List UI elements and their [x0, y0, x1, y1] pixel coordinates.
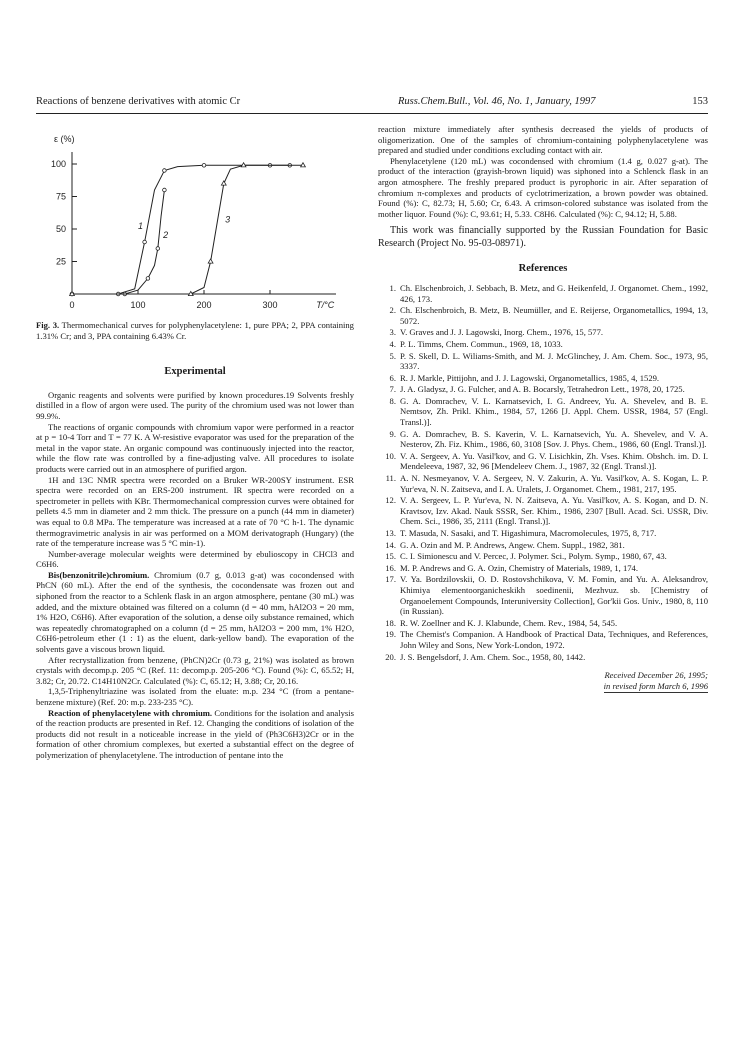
reference-item — [378, 563, 708, 574]
data-point-1 — [163, 169, 167, 173]
curve-label-3: 3 — [225, 214, 231, 225]
reference-text: J. S. Bengelsdorf, J. Am. Chem. Soc., 1958, 80, 1442. — [400, 651, 586, 662]
reference-list — [378, 283, 708, 662]
reference-item — [378, 327, 708, 338]
reference-number: 12. — [385, 495, 396, 506]
reference-number: 2. — [389, 305, 396, 316]
x-tick-label: 0 — [69, 300, 75, 310]
reference-item — [378, 451, 708, 472]
experimental-paragraph-5 — [36, 570, 354, 655]
reference-text: J. A. Gladysz, J. G. Fulcher, and A. B. Bocarsly, Tetrahedron Lett., 1978, 20, 1725. — [400, 384, 685, 395]
reference-number: 8. — [389, 395, 396, 406]
reference-text: V. A. Sergeev, A. Yu. Vasil'kov, and G. V. Lisichkin, Zh. Vses. Khim. Obshch. im. D. I. Mendeleeva, 1987, 32, 96 [Mendeleev Chem. J., 1987, 32 (Engl. Transl.)]. — [400, 450, 708, 472]
references-heading: References — [518, 263, 568, 275]
left-column — [36, 124, 354, 761]
reference-item — [378, 540, 708, 551]
reference-text: M. P. Andrews and G. A. Ozin, Chemistry of Materials, 1989, 1, 174. — [400, 562, 638, 573]
running-header — [36, 96, 708, 112]
data-point-3 — [301, 163, 306, 167]
reference-item — [378, 429, 708, 450]
reference-item — [378, 396, 708, 428]
paragraph-8-body: Conditions for the isolation and analysis of the reaction products are presented in Ref. 12. Changing the conditions of isolation of the products did not result in a noticeable increase in the yield of (Ph3C6H3)2Cr or in the formation of other chromium complexes, but exerted a substantial effect on the degree of polymerization of phenylacetylene. The introduction of pentane into the — [36, 707, 354, 760]
references-section — [378, 264, 708, 662]
page-number: 153 — [692, 96, 708, 107]
reference-text: Ch. Elschenbroich, B. Metz, B. Neumüller, and E. Reijerse, Organometallics, 1994, 13, 5072. — [400, 305, 708, 326]
right-paragraph-2: Phenylacetylene (120 mL) was cocondensed with chromium (1.4 g, 0.027 g-at). The product of the interaction (grayish-brown liquid) was siphoned into a Schlenck flask in an argon atmosphere. The freshly prepared product is pyrophoric in air. After separation of chromium π-complexes and products of cyclotrimerization, a brown powder was obtained. Found (%): C, 82.73; H, 5.60; Cr, 6.43. A crimson-colored substance was isolated from the mother liquor. Found (%): C, 93.61; H, 5.33. C8H6. Calculated (%): C, 94.12; H, 5.88. — [378, 155, 708, 219]
y-tick-label: 75 — [55, 191, 66, 202]
reference-item — [378, 629, 708, 650]
experimental-paragraph-7: 1,3,5-Triphenyltriazine was isolated from the eluate: m.p. 234 °C (from a pentane-benzene mixture) (Ref. 20: m.p. 233-235 °C). — [36, 686, 354, 707]
figure-caption-text: Thermomechanical curves for polyphenylacetylene: 1, pure PPA; 2, PPA containing 1.31% Cr; and 3, PPA containing 6.43% Cr. — [36, 320, 354, 341]
reference-text: G. A. Ozin and M. P. Andrews, Angew. Chem. Suppl., 1982, 381. — [400, 539, 625, 550]
reference-text: P. L. Timms, Chem. Commun., 1969, 18, 1033. — [400, 338, 563, 349]
experimental-paragraph-3: 1H and 13C NMR spectra were recorded on a Bruker WR-200SY instrument. ESR spectra were recorded on an ERS-200 instrument. IR spectra were recorded on a spectrometer in pellets with KBr. Thermomechanical compression curves were obtained for pellets 4.5 mm in diameter and 2 mm thick. The pressure on a punch (44 mm in diameter) was equal to 0.8 MPa. The temperature was increased at a rate of 70 °C h-1. The dynamic thermogravimetric analysis in air was performed on a MOM derivatograph (Hungary) (the rate of the temperature increase was 5 °C min-1). — [36, 474, 354, 549]
runin-heading-phenylacetylene: Reaction of phenylacetylene with chromium. — [48, 707, 213, 718]
x-tick-label: 100 — [130, 300, 146, 310]
experimental-heading: Experimental — [164, 366, 226, 378]
reference-number: 3. — [389, 327, 396, 338]
reference-number: 1. — [389, 282, 396, 293]
reference-item — [378, 473, 708, 494]
x-tick-label: 200 — [196, 300, 212, 310]
reference-text: R. J. Markle, Pittijohn, and J. J. Lagowski, Organometallics, 1985, 4, 1529. — [400, 372, 660, 383]
reference-item — [378, 495, 708, 527]
reference-item — [378, 305, 708, 326]
reference-text: G. A. Domrachev, V. L. Karnatsevich, I. G. Andreev, Yu. A. Shevelev, and B. E. Nemtsov, Zh. Prikl. Khim., 1984, 57, 1266 [J. Appl. Chem. USSR, 1984, 57 (Engl. Transl.)]. — [400, 395, 708, 428]
reference-number: 16. — [385, 562, 396, 573]
right-column — [378, 124, 708, 693]
running-title: Reactions of benzene derivatives with atomic Cr — [36, 96, 241, 107]
journal-citation: Russ.Chem.Bull., Vol. 46, No. 1, January, 1997 — [398, 96, 596, 107]
curve-label-1: 1 — [138, 221, 144, 231]
x-tick-label: 300 — [262, 300, 278, 310]
reference-number: 15. — [385, 551, 396, 562]
series-line-2 — [72, 190, 164, 294]
y-tick-label: 50 — [55, 224, 66, 234]
y-tick-label: 100 — [50, 159, 66, 169]
reference-text: A. N. Nesmeyanov, V. A. Sergeev, N. V. Zakurin, A. Yu. Vasil'kov, A. S. Kogan, L. P. Yur'eva, N. N. Zaitseva, and I. A. Uralets, J. Organomet. Chem., 1981, 217, 195. — [400, 473, 708, 494]
received-dates — [378, 670, 708, 693]
received-date: Received December 26, 1995; — [604, 670, 708, 681]
reference-number: 18. — [385, 617, 396, 628]
series-line-1 — [72, 165, 290, 294]
runin-heading-bisbenzonitrile: Bis(benzonitrile)chromium. — [48, 569, 150, 580]
acknowledgement: This work was financially supported by the Russian Foundation for Basic Research (Project No. 95-03-08971). — [378, 225, 708, 249]
series-line-3 — [72, 165, 303, 294]
reference-number: 5. — [389, 350, 396, 361]
reference-text: V. Graves and J. J. Lagowski, Inorg. Chem., 1976, 15, 577. — [400, 327, 604, 338]
header-rule — [36, 113, 708, 114]
reference-number: 19. — [385, 629, 396, 640]
reference-text: T. Masuda, N. Sasaki, and T. Higashimura, Macromolecules, 1975, 8, 717. — [400, 528, 657, 538]
thermomechanical-chart — [36, 124, 354, 316]
data-point-3 — [221, 181, 226, 185]
reference-text: C. I. Simionescu and V. Percec, J. Polymer. Sci., Polym. Symp., 1980, 67, 43. — [400, 551, 667, 562]
data-point-3 — [241, 163, 246, 167]
figure-caption — [36, 320, 354, 341]
reference-text: P. S. Skell, D. L. Wiliams-Smith, and M. J. McGlinchey, J. Am. Chem. Soc., 1973, 95, 3337. — [400, 350, 708, 372]
reference-number: 17. — [385, 574, 396, 585]
reference-number: 4. — [389, 338, 396, 349]
experimental-paragraph-2: The reactions of organic compounds with chromium vapor were performed in a reactor at p = 10-4 Torr and T = 77 K. A W-resistive evaporator was used for the preparation of the metal in the vapor state. An organic compound was continuously injected into the reactor, while the flow rate was controlled by a fine-adjusting valve. All procedures to isolate products were carried out in an atmosphere of purified argon. — [36, 421, 354, 474]
figure-3 — [36, 124, 354, 316]
reference-text: The Chemist's Companion. A Handbook of Practical Data, Techniques, and References, John Wiley and Sons, New York-London, 1972. — [400, 629, 708, 650]
reference-item — [378, 551, 708, 562]
reference-item — [378, 283, 708, 304]
curve-label-2: 2 — [163, 230, 169, 241]
reference-item — [378, 384, 708, 395]
reference-text: V. Ya. Bordzilovskii, O. D. Rostovshchikova, V. M. Fomin, and Yu. A. Aleksandrov, Khimiya elementoorganicheskikh soedinenii, Mezhvuz. sb. [Chemistry of Organoelement Compounds, Interuniversity Collection], Gor'kii Gos. Univ., 1980, 8, 110 (in Russian). — [400, 574, 708, 617]
x-axis-label: T/°C — [316, 300, 335, 310]
reference-item — [378, 339, 708, 350]
reference-text: V. A. Sergeev, L. P. Yur'eva, N. N. Zaitseva, A. Yu. Vasil'kov, A. S. Kogan, and D. N. Kravtsov, Izv. Akad. Nauk SSSR, Ser. Khim., 1986, 2307 [Bull. Acad. Sci. USSR, Div. Chem. Sci., 1986, 35, 2111 (Engl. Transl.)]. — [400, 495, 708, 527]
reference-number: 14. — [385, 539, 396, 550]
data-point-1 — [143, 240, 147, 244]
reference-number: 7. — [389, 384, 396, 395]
reference-text: R. W. Zoellner and K. J. Klabunde, Chem. Rev., 1984, 54, 545. — [400, 617, 618, 628]
data-point-1 — [202, 164, 206, 168]
data-point-2 — [156, 247, 160, 251]
reference-number: 10. — [385, 450, 396, 461]
reference-number: 13. — [385, 528, 396, 538]
experimental-paragraph-4: Number-average molecular weights were determined by ebulioscopy in CHCl3 and C6H6. — [36, 548, 354, 570]
reference-item — [378, 618, 708, 629]
reference-number: 11. — [385, 473, 396, 484]
figure-label: Fig. 3. — [36, 320, 60, 330]
reference-text: Ch. Elschenbroich, J. Sebbach, B. Metz, and G. Heikenfeld, J. Organomet. Chem., 1992, 426, 173. — [400, 282, 708, 304]
reference-item — [378, 652, 708, 663]
reference-item — [378, 351, 708, 372]
reference-item — [378, 574, 708, 616]
right-paragraph-1: reaction mixture immediately after synthesis decreased the yields of products of oligomerization. One of the samples of chromium-containing polyphenylacetylene was prepared and studied under conditions excluding contact with air. — [378, 124, 708, 156]
y-tick-label: 25 — [55, 256, 66, 267]
reference-text: G. A. Domrachev, B. S. Kaverin, V. L. Karnatsevich, Yu. A. Shevelev, and V. A. Nesterov, Zh. Fiz. Khim., 1986, 60, 3108 [Sov. J. Phys. Chem., 1986, 60 (Engl. Transl.)]. — [400, 428, 708, 450]
data-point-3 — [208, 259, 213, 263]
data-point-2 — [163, 188, 167, 192]
revised-date: in revised form March 6, 1996 — [603, 681, 708, 692]
experimental-paragraph-6: After recrystallization from benzene, (PhCN)2Cr (0.73 g, 21%) was isolated as brown crystals with decomp.p. 205 °C (Ref. 11: decomp.p. 205-206 °C). Found (%): C, 65.52; H, 3.82; Cr, 20.72. C14H10N2Cr. Calculated (%): C, 65.12; H, 3.88; Cr, 20.16. — [36, 654, 354, 686]
reference-number: 20. — [385, 651, 396, 662]
paragraph-5-body: Chromium (0.7 g, 0.013 g-at) was cocondensed with PhCN (60 mL). After the end of the synthesis, the cocondensate was frozen out and siphoned from the reactor to a Schlenk flask in an argon atmosphere, pentane (30 mL) was added, and the mixture obtained was filtered on a column (d = 40 mm, hAl2O3 = 20 mm, 1% H2O, C6H6). After evaporation of the solution, a dense oily substance remained, which was repeatedly chromatographed on a column (d = 25 mm, hAl2O3 = 200 mm, 1% H2O, C6H6-petroleum ether (1 : 1) as the eluent, dark-yellow band). The evaporation of the solvents gave a viscous brown liquid. — [36, 569, 354, 655]
reference-number: 9. — [389, 428, 396, 439]
experimental-paragraph-8 — [36, 708, 354, 761]
data-point-2 — [146, 277, 150, 281]
y-axis-label: ε (%) — [54, 134, 75, 144]
reference-number: 6. — [389, 372, 396, 383]
experimental-paragraph-1: Organic reagents and solvents were purified by known procedures.19 Solvents freshly distilled in a flow of argon were used. The purity of the chromium used was not lower than 99.9%. — [36, 389, 354, 421]
reference-item — [378, 373, 708, 384]
reference-item — [378, 528, 708, 539]
